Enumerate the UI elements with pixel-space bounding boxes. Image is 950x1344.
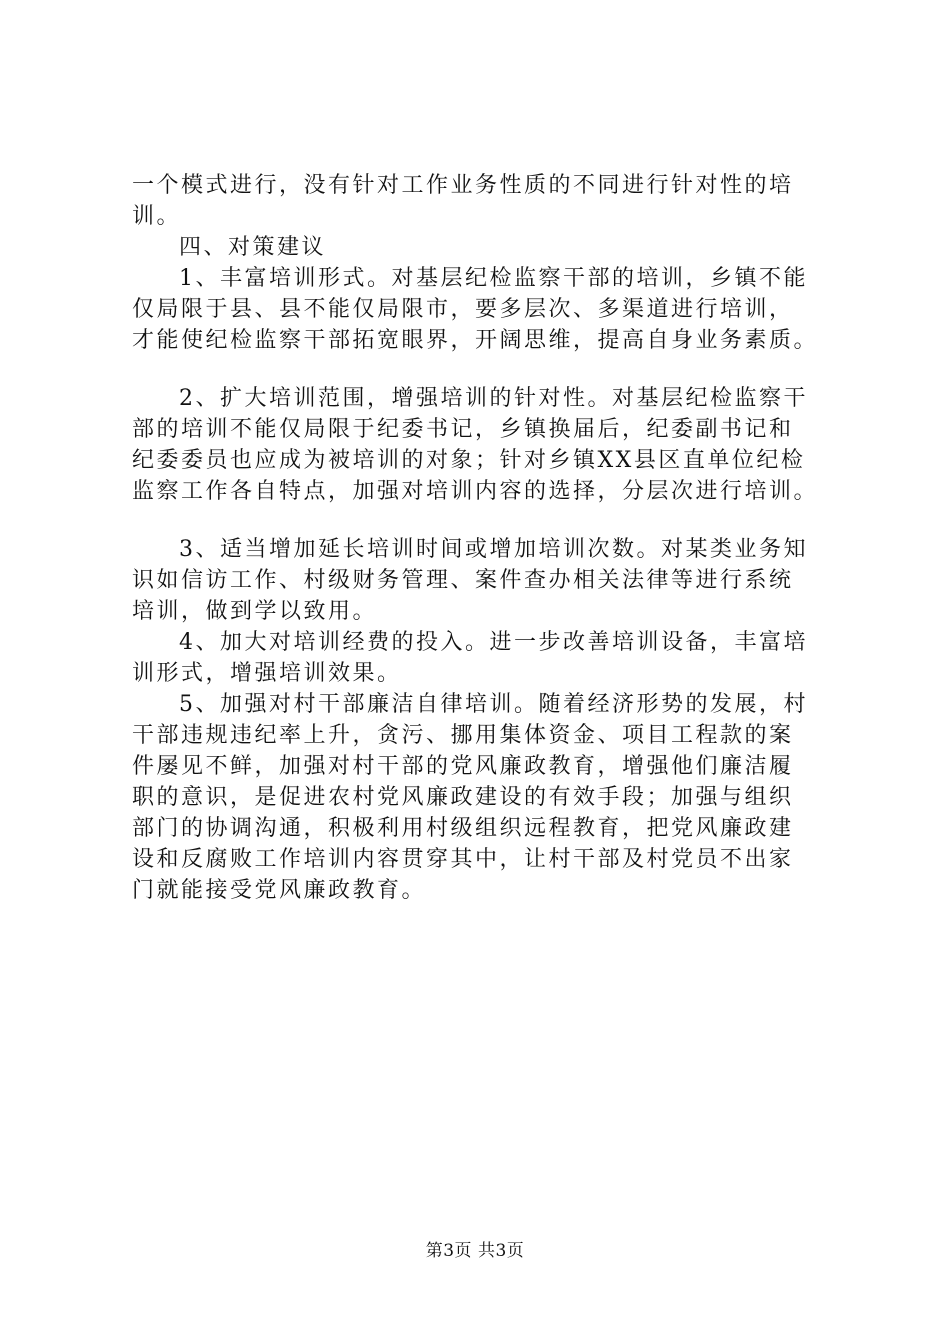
text-line: 部门的协调沟通，积极利用村级组织远程教育，把党风廉政建	[132, 816, 794, 841]
text-line: 训。	[132, 204, 182, 229]
text-line: 件屡见不鲜，加强对村干部的党风廉政教育，增强他们廉洁履	[132, 754, 794, 779]
text-line: 才能使纪检监察干部拓宽眼界，开阔思维，提高自身业务素质。	[132, 328, 819, 353]
text-line: 训形式，增强培训效果。	[132, 661, 402, 686]
text-line: 4、加大对培训经费的投入。进一步改善培训设备，丰富培	[179, 630, 808, 655]
text-line: 培训，做到学以致用。	[132, 599, 378, 624]
text-line: 职的意识，是促进农村党风廉政建设的有效手段；加强与组织	[132, 785, 794, 810]
paragraph-gap	[132, 507, 852, 534]
text-line: 纪委委员也应成为被培训的对象；针对乡镇XX县区直单位纪检	[132, 448, 806, 473]
text-line: 2、扩大培训范围，增强培训的针对性。对基层纪检监察干	[179, 386, 808, 411]
section-heading: 四、对策建议	[179, 235, 327, 260]
paragraph-gap	[132, 356, 852, 383]
text-line: 3、适当增加延长培训时间或增加培训次数。对某类业务知	[179, 537, 808, 562]
text-line: 设和反腐败工作培训内容贯穿其中，让村干部及村党员不出家	[132, 847, 794, 872]
text-line: 部的培训不能仅局限于纪委书记，乡镇换届后，纪委副书记和	[132, 417, 794, 442]
text-line: 5、加强对村干部廉洁自律培训。随着经济形势的发展，村	[179, 692, 808, 717]
text-line: 识如信访工作、村级财务管理、案件查办相关法律等进行系统	[132, 568, 794, 593]
document-body	[132, 170, 852, 906]
text-line: 一个模式进行，没有针对工作业务性质的不同进行针对性的培	[132, 173, 794, 198]
text-line: 门就能接受党风廉政教育。	[132, 878, 427, 903]
text-line: 1、丰富培训形式。对基层纪检监察干部的培训，乡镇不能	[179, 266, 808, 291]
text-line: 干部违规违纪率上升，贪污、挪用集体资金、项目工程款的案	[132, 723, 794, 748]
text-line: 监察工作各自特点，加强对培训内容的选择，分层次进行培训。	[132, 479, 819, 504]
text-line: 仅局限于县、县不能仅局限市，要多层次、多渠道进行培训，	[132, 297, 794, 322]
page-number-footer: 第3页 共3页	[425, 1241, 525, 1261]
